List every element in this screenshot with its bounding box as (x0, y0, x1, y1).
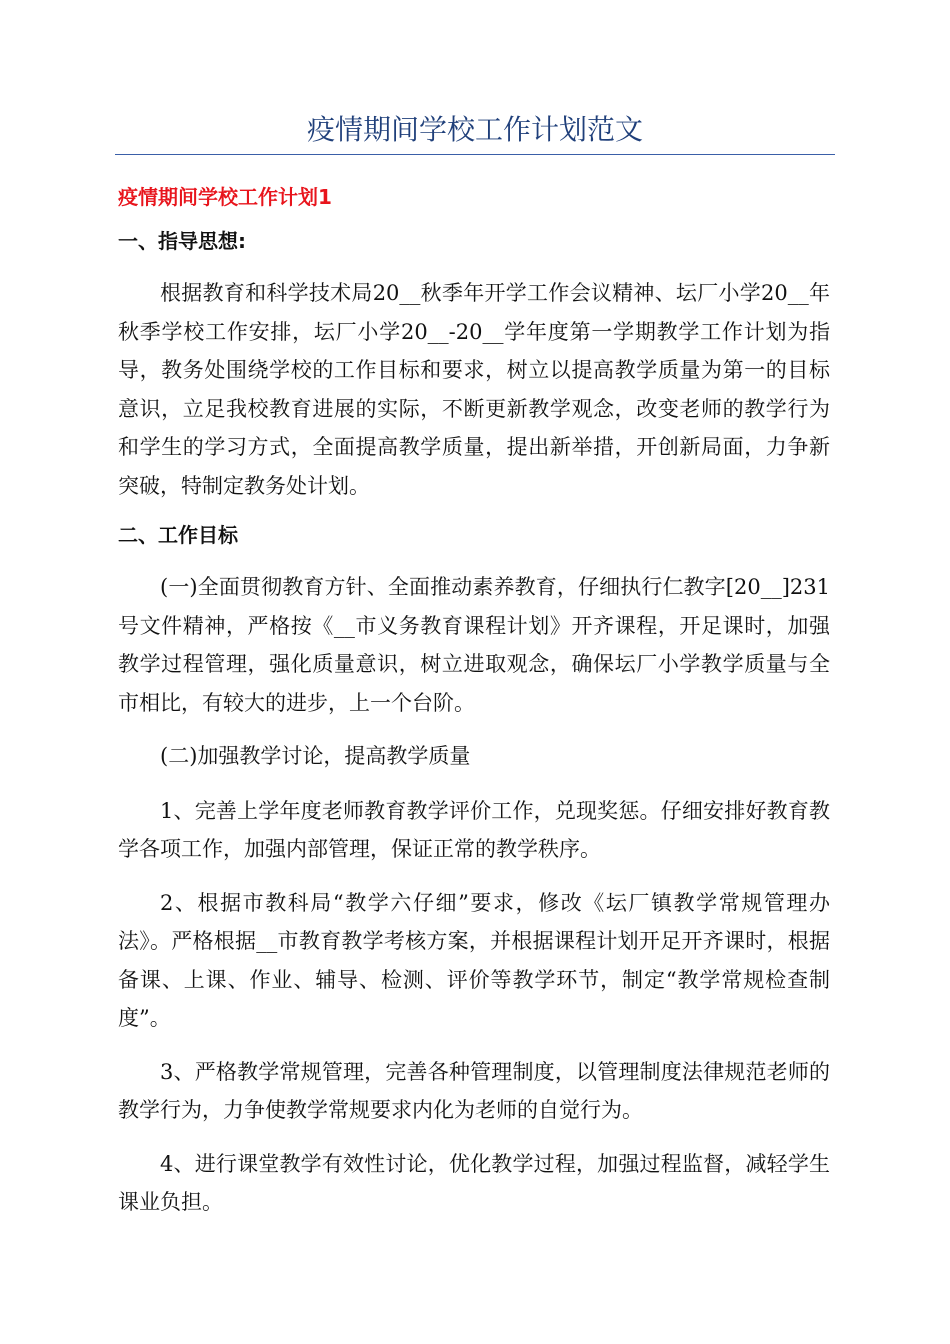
paragraph-goal-2: (二)加强教学讨论，提高教学质量 (160, 744, 471, 768)
document-body (118, 226, 830, 1237)
heading-work-goals: 二、工作目标 (118, 523, 238, 547)
paragraph-item-2: 2、根据市教科局“教学六仔细”要求，修改《坛厂镇教学常规管理办法》。严格根据__市教育教学考核方案，并根据课程计划开足开齐课时，根据备课、上课、作业、辅导、检测、评价等教学环节，制定“教学常规检查制度”。 (118, 890, 830, 1030)
document-title: 疫情期间学校工作计划范文 (306, 113, 643, 146)
paragraph-item-4: 4、进行课堂教学有效性讨论，优化教学过程，加强过程监督，减轻学生课业负担。 (118, 1151, 830, 1214)
paragraph-goal-1: (一)全面贯彻教育方针、全面推动素养教育，仔细执行仁教字[20__]231号文件精神，严格按《__市义务教育课程计划》开齐课程，开足课时，加强教学过程管理，强化质量意识，树立进取观念，确保坛厂小学教学质量与全市相比，有较大的进步，上一个台阶。 (118, 575, 830, 715)
section-heading: 疫情期间学校工作计划1 (118, 185, 332, 209)
paragraph-item-3: 3、严格教学常规管理，完善各种管理制度，以管理制度法律规范老师的教学行为，力争使教学常规要求内化为老师的自觉行为。 (118, 1059, 830, 1122)
heading-guiding-ideology: 一、指导思想: (118, 229, 246, 253)
title-underline (115, 154, 835, 155)
paragraph-item-1: 1、完善上学年度老师教育教学评价工作，兑现奖惩。仔细安排好教育教学各项工作，加强内部管理，保证正常的教学秩序。 (118, 798, 830, 861)
paragraph-guiding-ideology: 根据教育和科学技术局20__秋季年开学工作会议精神、坛厂小学20__年秋季学校工作安排，坛厂小学20__-20__学年度第一学期教学工作计划为指导，教务处围绕学校的工作目标和要求，树立以提高教学质量为第一的目标意识，立足我校教育进展的实际，不断更新教学观念，改变老师的教学行为和学生的学习方式，全面提高教学质量，提出新举措，开创新局面，力争新突破，特制定教务处计划。 (118, 281, 830, 498)
